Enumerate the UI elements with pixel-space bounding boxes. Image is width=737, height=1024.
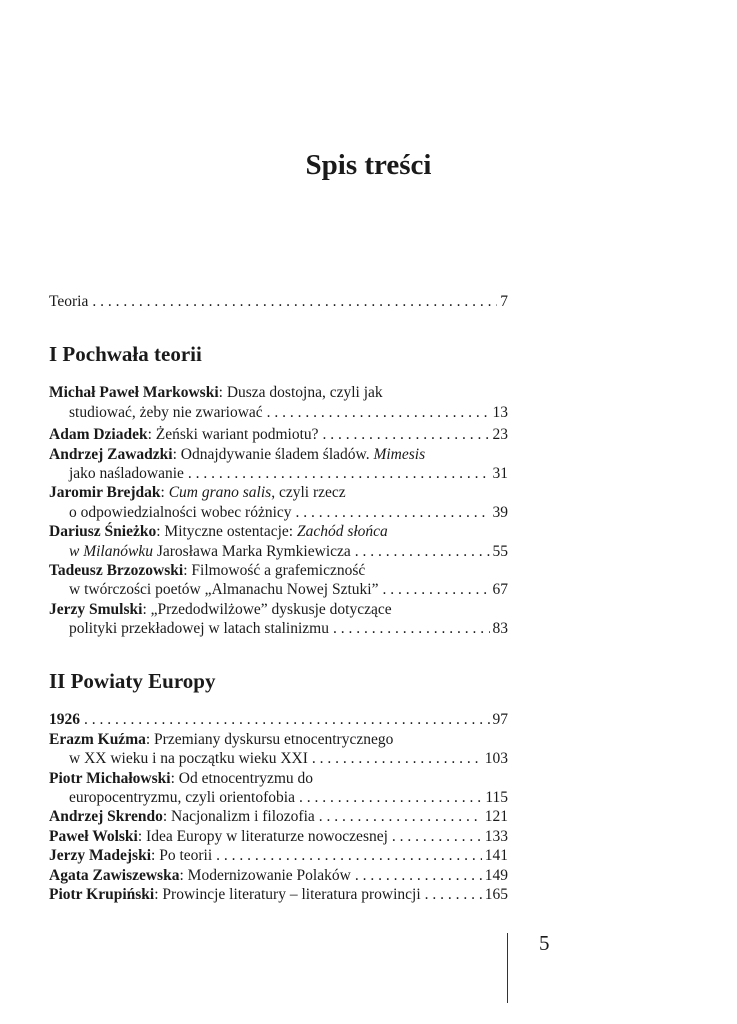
dot-leader [392, 827, 482, 846]
toc-title: Żeński wariant podmiotu? [155, 426, 319, 444]
toc-author: Dariusz Śnieżko [49, 523, 157, 541]
toc-title: Filmowość a grafemiczność [191, 561, 366, 579]
toc-title-continued: Jarosława Marka Rymkiewicza [152, 542, 351, 560]
toc-entry-intro [49, 292, 508, 311]
toc-title-continued: polityki przekładowej w latach stalinizmu [69, 620, 329, 638]
page-number: 5 [539, 931, 550, 955]
toc-title: Od etnocentryzmu do [178, 769, 314, 787]
toc-author: Jerzy Smulski [49, 600, 143, 618]
dot-leader [333, 619, 490, 638]
dot-leader [382, 580, 489, 599]
toc-title: Modernizowanie Polaków [187, 866, 351, 884]
toc-page-number: 165 [484, 885, 508, 903]
toc-title: Idea Europy w literaturze nowoczesnej [146, 827, 388, 845]
table-of-contents [49, 292, 508, 904]
toc-author: Jaromir Brejdak [49, 484, 161, 502]
toc-separator: : [145, 730, 155, 748]
toc-page-number: 97 [492, 711, 508, 729]
toc-entry [49, 561, 508, 600]
toc-title: Odnajdywanie śladem śladów. [180, 445, 374, 463]
section-heading: I Pochwała teorii [49, 342, 202, 367]
toc-author: Andrzej Zawadzki [49, 445, 173, 463]
dot-leader [319, 807, 482, 826]
toc-title-continued: w XX wieku i na początku wieku XXI [69, 750, 308, 768]
toc-page-number: 121 [484, 808, 508, 826]
toc-title: Przemiany dyskursu etnocentrycznego [154, 730, 394, 748]
toc-entry [49, 445, 508, 484]
toc-page-number: 13 [492, 403, 508, 421]
toc-title: Prowincje literatury – literatura prowincji [162, 885, 421, 903]
toc-title: Dusza dostojna, czyli jak [226, 384, 383, 402]
toc-page-number: 141 [484, 847, 508, 865]
toc-author: Piotr Krupiński [49, 885, 155, 903]
toc-separator: : [170, 769, 179, 787]
toc-author: 1926 [49, 711, 80, 729]
dot-leader [84, 710, 490, 729]
dot-leader [267, 403, 490, 422]
toc-author: Andrzej Skrendo [49, 808, 163, 826]
toc-author: Tadeusz Brzozowski [49, 561, 184, 579]
dot-leader [425, 885, 482, 904]
toc-separator: : [218, 384, 227, 402]
toc-title: , czyli rzecz [271, 484, 346, 502]
toc-author: Paweł Wolski [49, 827, 138, 845]
toc-title-italic: Mimesis [373, 445, 426, 463]
toc-entry [49, 483, 508, 522]
toc-author: Piotr Michałowski [49, 769, 171, 787]
toc-page-number: 67 [492, 581, 508, 599]
toc-page-number: 133 [484, 827, 508, 845]
toc-title-continued: w twórczości poetów „Almanachu Nowej Sztuki” [69, 581, 379, 599]
toc-entry [49, 807, 508, 826]
dot-leader [323, 425, 490, 444]
toc-title-italic: w Milanówku [69, 542, 153, 560]
page-title: Spis treści [305, 149, 432, 182]
toc-separator: : [137, 827, 147, 845]
toc-author: Erazm Kuźma [49, 730, 146, 748]
toc-page-number: 23 [492, 426, 508, 444]
toc-separator: : [154, 885, 163, 903]
toc-entry [49, 522, 508, 561]
toc-entry [49, 600, 508, 639]
toc-entry [49, 730, 508, 769]
toc-author: Adam Dziadek [49, 426, 148, 444]
toc-entry [49, 866, 508, 885]
dot-leader [299, 788, 482, 807]
toc-entry [49, 885, 508, 904]
toc-page-number: 39 [492, 503, 508, 521]
toc-separator: : [179, 866, 188, 884]
dot-leader [355, 542, 490, 561]
toc-page-number: 7 [500, 293, 508, 310]
toc-separator: : [160, 484, 169, 502]
toc-page-number: 31 [492, 464, 508, 482]
toc-author: Agata Zawiszewska [49, 866, 180, 884]
toc-title-continued: jako naśladowanie [69, 464, 184, 482]
dot-leader [312, 749, 482, 768]
toc-entry [49, 383, 508, 422]
toc-title: Po teorii [159, 847, 213, 865]
dot-leader [216, 846, 482, 865]
footer-divider [507, 933, 508, 1003]
toc-title-italic: Cum grano salis [168, 484, 272, 502]
toc-separator: : [156, 523, 165, 541]
toc-entry-title: Teoria [49, 293, 89, 310]
toc-separator: : [151, 847, 160, 865]
toc-entry [49, 769, 508, 808]
toc-entry [49, 846, 508, 865]
toc-entry [49, 710, 508, 729]
dot-leader [92, 292, 497, 311]
toc-page-number: 55 [492, 542, 508, 560]
toc-page-number: 149 [484, 866, 508, 884]
toc-title: „Przedodwilżowe” dyskusje dotyczące [150, 600, 392, 618]
toc-separator: : [183, 561, 192, 579]
toc-title-continued: studiować, żeby nie zwariować [69, 403, 263, 421]
toc-separator: : [172, 445, 181, 463]
toc-page-number: 103 [484, 750, 508, 768]
toc-title-continued: europocentryzmu, czyli orientofobia [69, 789, 295, 807]
dot-leader [188, 464, 490, 483]
toc-separator: : [162, 808, 172, 826]
toc-separator: : [147, 426, 156, 444]
toc-author: Michał Paweł Markowski [49, 384, 219, 402]
dot-leader [355, 866, 482, 885]
toc-title: Mityczne ostentacje: [164, 523, 297, 541]
toc-title-italic: Zachód słońca [296, 523, 388, 541]
toc-author: Jerzy Madejski [49, 847, 152, 865]
toc-title: Nacjonalizm i filozofia [171, 808, 315, 826]
dot-leader [296, 503, 490, 522]
toc-page-number: 83 [492, 620, 508, 638]
toc-entry [49, 425, 508, 444]
section-heading: II Powiaty Europy [49, 669, 216, 694]
toc-page-number: 115 [485, 789, 508, 807]
toc-separator: : [142, 600, 151, 618]
toc-entry [49, 827, 508, 846]
toc-title-continued: o odpowiedzialności wobec różnicy [69, 503, 292, 521]
